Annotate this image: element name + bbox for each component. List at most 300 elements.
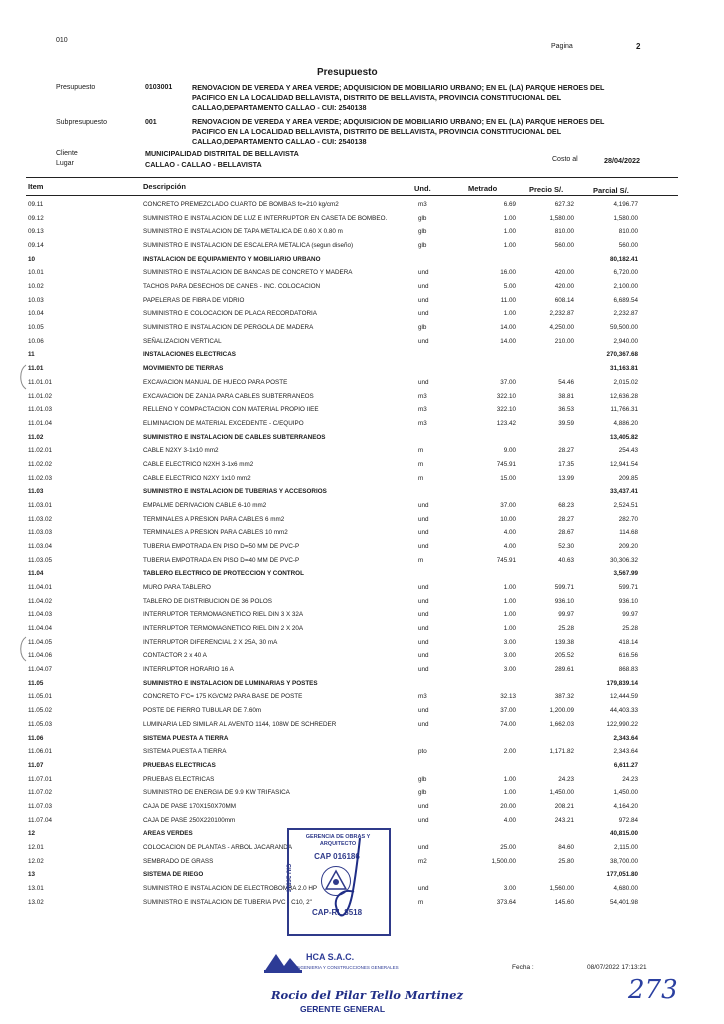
item-parcial: 4,164.20	[613, 802, 638, 810]
table-row	[0, 310, 724, 321]
table-row	[0, 693, 724, 704]
item-description: POSTE DE FIERRO TUBULAR DE 7.60m	[143, 707, 262, 715]
table-row	[0, 652, 724, 663]
item-metrado: 4.00	[503, 816, 516, 824]
item-precio: 13.99	[558, 474, 574, 482]
handwritten-initial-icon	[330, 836, 370, 932]
item-metrado: 3.00	[503, 652, 516, 660]
item-metrado: 745.91	[496, 460, 516, 468]
item-description: SUMINISTRO E INSTALACION DE TUBERIA PVC - C10, 2"	[143, 898, 312, 906]
item-unit: und	[418, 597, 429, 605]
stamp-line1: GERENCIA DE OBRAS Y ARQUITECTO	[305, 834, 371, 847]
item-code: 11.04.06	[28, 652, 53, 660]
item-unit: glb	[418, 242, 427, 250]
company-subtitle: INGENIERIA Y CONSTRUCCIONES GENERALES	[296, 965, 399, 970]
item-parcial: 616.56	[618, 652, 638, 660]
item-description: EXCAVACION DE ZANJA PARA CABLES SUBTERRANEOS	[143, 392, 314, 400]
item-precio: 25.80	[558, 857, 574, 865]
item-description: AREAS VERDES	[143, 830, 193, 838]
item-parcial: 4,886.20	[613, 419, 638, 427]
item-unit: und	[418, 269, 429, 277]
item-unit: und	[418, 802, 429, 810]
item-description: SUMINISTRO E INSTALACION DE TUBERIAS Y ACCESORIOS	[143, 488, 327, 496]
item-metrado: 322.10	[496, 392, 516, 400]
item-code: 11.04.07	[28, 666, 53, 674]
table-row	[0, 611, 724, 622]
item-code: 09.13	[28, 228, 44, 236]
item-unit: glb	[418, 324, 427, 332]
item-precio: 84.60	[558, 843, 574, 851]
item-metrado: 74.00	[500, 720, 516, 728]
item-metrado: 1.00	[503, 775, 516, 783]
item-unit: und	[418, 584, 429, 592]
item-unit: und	[418, 611, 429, 619]
item-code: 10.06	[28, 337, 44, 345]
item-metrado: 1.00	[503, 214, 516, 222]
item-precio: 38.81	[558, 392, 574, 400]
item-description: TACHOS PARA DESECHOS DE CANES - INC. COLOCACION	[143, 283, 321, 291]
table-row	[0, 379, 724, 390]
item-description: CONTACTOR 2 x 40 A	[143, 652, 207, 660]
item-code: 13	[28, 871, 36, 879]
item-code: 11.04.01	[28, 584, 53, 592]
table-row	[0, 516, 724, 527]
item-metrado: 14.00	[500, 337, 516, 345]
item-code: 10.01	[28, 269, 44, 277]
section-row	[0, 434, 724, 445]
item-parcial: 30,306.32	[609, 556, 638, 564]
item-unit: m3	[418, 693, 427, 701]
signatory-role: GERENTE GENERAL	[300, 1004, 386, 1014]
item-parcial: 6,611.27	[613, 761, 638, 769]
item-code: 12.01	[28, 843, 44, 851]
presupuesto-code: 0103001	[145, 84, 173, 91]
item-precio: 28.27	[558, 515, 574, 523]
presupuesto-label: Presupuesto	[56, 84, 96, 91]
table-row	[0, 666, 724, 677]
item-parcial: 2,015.02	[613, 378, 638, 386]
item-unit: und	[418, 337, 429, 345]
item-precio: 560.00	[554, 242, 574, 250]
table-row	[0, 324, 724, 335]
item-metrado: 1.00	[503, 625, 516, 633]
item-unit: und	[418, 501, 429, 509]
item-parcial: 11,766.31	[610, 406, 638, 414]
item-metrado: 11.00	[500, 296, 516, 304]
item-parcial: 44,403.33	[609, 707, 638, 715]
item-description: TABLERO DE DISTRIBUCION DE 36 POLOS	[143, 597, 272, 605]
item-parcial: 33,437.41	[609, 488, 638, 496]
item-metrado: 4.00	[503, 529, 516, 537]
item-parcial: 2,232.87	[613, 310, 638, 318]
subpresupuesto-label: Subpresupuesto	[56, 119, 107, 126]
item-description: CONCRETO PREMEZCLADO CUARTO DE BOMBAS fc=210 kg/cm2	[143, 201, 339, 208]
item-unit: und	[418, 720, 429, 728]
table-row	[0, 707, 724, 718]
item-code: 12	[28, 830, 36, 838]
item-precio: 39.59	[558, 419, 574, 427]
section-row	[0, 762, 724, 773]
item-precio: 145.60	[554, 898, 574, 906]
table-row	[0, 721, 724, 732]
table-row	[0, 557, 724, 568]
item-unit: und	[418, 666, 429, 674]
item-code: 11.01.03	[28, 406, 53, 414]
item-parcial: 936.10	[618, 597, 638, 605]
item-parcial: 2,343.64	[613, 734, 638, 742]
item-code: 11.07.03	[28, 802, 53, 810]
item-precio: 99.97	[558, 611, 574, 619]
item-parcial: 25.28	[622, 625, 638, 633]
item-parcial: 54,401.98	[609, 898, 638, 906]
item-code: 11.04.02	[28, 597, 53, 605]
table-row	[0, 598, 724, 609]
item-parcial: 31,163.81	[609, 365, 638, 373]
item-metrado: 9.00	[503, 447, 516, 455]
item-precio: 2,232.87	[549, 310, 574, 318]
item-description: SISTEMA PUESTA A TIERRA	[143, 748, 227, 756]
table-row	[0, 461, 724, 472]
item-code: 11.03	[28, 488, 44, 496]
table-row	[0, 406, 724, 417]
item-metrado: 16.00	[500, 269, 516, 277]
item-description: INTERRUPTOR DIFERENCIAL 2 X 25A, 30 mA	[143, 638, 278, 646]
item-code: 11.05.03	[28, 720, 53, 728]
item-precio: 205.52	[554, 652, 574, 660]
item-precio: 210.00	[554, 337, 574, 345]
item-unit: und	[418, 707, 429, 715]
item-description: INTERRUPTOR TERMOMAGNETICO RIEL DIN 2 X 20A	[143, 625, 304, 633]
item-code: 11.01.01	[28, 378, 53, 386]
item-parcial: 972.84	[618, 816, 638, 824]
item-code: 11.03.01	[28, 501, 53, 509]
subpresupuesto-description: RENOVACION DE VEREDA Y AREA VERDE; ADQUISICION DE MOBILIARIO URBANO; EN EL (LA) PARQUE HEROES DEL PACIFICO EN LA LOCALIDAD BELLAVISTA, DISTRITO DE BELLAVISTA, PROVINCIA CONSTITUCIONAL DEL CALLAO,DEPARTAMENTO CALLAO - CUI: 2540138	[192, 117, 605, 146]
item-unit: pto	[418, 748, 427, 756]
col-precio-header: Precio S/.	[529, 185, 564, 194]
item-code: 11.07.01	[28, 775, 53, 783]
col-descripcion-header: Descripción	[143, 182, 186, 191]
page-number: 2	[636, 42, 641, 51]
item-code: 11.01	[28, 365, 44, 373]
item-precio: 52.30	[558, 543, 574, 550]
item-metrado: 1,500.00	[491, 857, 516, 865]
item-parcial: 599.71	[618, 584, 638, 592]
item-code: 11.04.03	[28, 611, 53, 619]
item-parcial: 13,405.82	[609, 433, 638, 441]
item-description: SUMINISTRO DE ENERGIA DE 9.9 KW TRIFASICA	[143, 789, 290, 797]
item-precio: 54.46	[558, 378, 574, 386]
company-logo-icon	[262, 950, 304, 974]
table-row	[0, 789, 724, 800]
item-parcial: 177,051.80	[606, 871, 638, 879]
presupuesto-description: RENOVACION DE VEREDA Y AREA VERDE; ADQUISICION DE MOBILIARIO URBANO; EN EL (LA) PARQUE HEROES DEL PACIFICO EN LA LOCALIDAD BELLAVISTA, DISTRITO DE BELLAVISTA, PROVINCIA CONSTITUCIONAL DEL CALLAO,DEPARTAMENTO CALLAO - CUI: 2540138	[192, 83, 605, 112]
item-metrado: 3.00	[503, 638, 516, 646]
stamp-line2: CAP 016186	[314, 852, 360, 861]
table-row	[0, 748, 724, 759]
item-precio: 208.21	[554, 802, 574, 810]
item-parcial: 209.85	[618, 474, 638, 482]
item-parcial: 1,450.00	[613, 789, 638, 797]
section-row	[0, 488, 724, 499]
section-row	[0, 570, 724, 581]
col-item-header: Item	[28, 182, 44, 191]
item-precio: 1,560.00	[549, 885, 574, 892]
item-description: SUMINISTRO E COLOCACION DE PLACA RECORDATORIA	[143, 310, 318, 318]
item-precio: 28.27	[558, 447, 574, 455]
cliente-label: Cliente	[56, 150, 78, 157]
item-parcial: 4,680.00	[613, 885, 638, 892]
item-parcial: 40,815.00	[609, 830, 638, 838]
costo-date: 28/04/2022	[604, 156, 640, 165]
item-code: 10.05	[28, 324, 44, 332]
item-description: INTERRUPTOR TERMOMAGNETICO RIEL DIN 3 X 32A	[143, 611, 304, 619]
item-unit: und	[418, 638, 429, 646]
item-unit: m	[418, 460, 424, 468]
item-unit: und	[418, 816, 429, 824]
item-description: PRUEBAS ELECTRICAS	[143, 761, 216, 769]
table-row	[0, 543, 724, 554]
table-row	[0, 420, 724, 431]
item-code: 13.02	[28, 898, 44, 906]
item-description: SUMINISTRO E INSTALACION DE CABLES SUBTERRANEOS	[143, 433, 326, 441]
item-precio: 420.00	[554, 269, 574, 277]
item-code: 13.01	[28, 885, 44, 892]
col-parcial-header: Parcial S/.	[593, 186, 629, 195]
item-parcial: 270,367.68	[606, 351, 638, 359]
item-description: RELLENO Y COMPACTACION CON MATERIAL PROPIO IIEE	[143, 406, 319, 414]
item-precio: 139.38	[554, 638, 574, 646]
item-unit: und	[418, 283, 429, 291]
item-description: MURO PARA TABLERO	[143, 584, 211, 592]
item-metrado: 1.00	[503, 310, 516, 318]
item-parcial: 114.68	[619, 529, 638, 537]
company-name: HCA S.A.C.	[306, 952, 355, 962]
item-metrado: 32.13	[500, 693, 516, 701]
item-metrado: 2.00	[503, 748, 516, 756]
item-parcial: 2,940.00	[613, 337, 638, 345]
item-unit: m	[418, 474, 424, 482]
section-row	[0, 680, 724, 691]
item-description: MOVIMIENTO DE TIERRAS	[143, 365, 224, 373]
item-description: INSTALACION DE EQUIPAMIENTO Y MOBILIARIO URBANO	[143, 255, 321, 263]
fecha-label: Fecha :	[512, 964, 534, 971]
table-row	[0, 297, 724, 308]
table-row	[0, 803, 724, 814]
item-code: 11.02	[28, 433, 44, 441]
item-precio: 28.67	[558, 529, 574, 537]
item-code: 10.04	[28, 310, 44, 318]
item-precio: 1,171.82	[549, 748, 574, 756]
item-metrado: 4.00	[503, 543, 516, 550]
item-parcial: 6,720.00	[613, 269, 638, 277]
item-description: INTERRUPTOR HORARIO 16 A	[143, 666, 234, 674]
item-code: 11.06	[28, 734, 44, 742]
item-code: 10.03	[28, 296, 44, 304]
item-parcial: 560.00	[618, 242, 638, 250]
item-description: LUMINARIA LED SIMILAR AL AVENTO 1144, 108W DE SCHREDER	[143, 720, 337, 728]
item-code: 11.06.01	[28, 748, 53, 756]
section-row	[0, 365, 724, 376]
page-title: Presupuesto	[317, 67, 378, 78]
item-description: CONCRETO F'C= 175 KG/CM2 PARA BASE DE POSTE	[143, 693, 303, 701]
item-parcial: 2,524.51	[613, 501, 638, 509]
item-metrado: 20.00	[500, 802, 516, 810]
item-precio: 1,450.00	[549, 789, 574, 797]
table-row	[0, 776, 724, 787]
lugar-label: Lugar	[56, 160, 74, 167]
item-unit: und	[418, 885, 429, 892]
item-parcial: 868.83	[618, 666, 638, 674]
item-unit: m3	[418, 419, 427, 427]
item-description: EXCAVACION MANUAL DE HUECO PARA POSTE	[143, 378, 288, 386]
item-description: TERMINALES A PRESION PARA CABLES 10 mm2	[143, 529, 288, 537]
item-description: EMPALME DERIVACION CABLE 6-10 mm2	[143, 501, 267, 509]
subpresupuesto-code: 001	[145, 119, 157, 126]
item-precio: 420.00	[554, 283, 574, 291]
item-code: 11.04	[28, 570, 44, 578]
item-metrado: 373.64	[496, 898, 516, 906]
item-description: SEMBRADO DE GRASS	[143, 857, 214, 865]
item-description: SUMINISTRO E INSTALACION DE LUZ E INTERRUPTOR EN CASETA DE BOMBEO.	[143, 214, 388, 222]
item-parcial: 24.23	[622, 775, 638, 783]
item-precio: 599.71	[554, 584, 574, 592]
item-description: SUMINISTRO E INSTALACION DE ELECTROBOMBA 2.0 HP	[143, 885, 318, 892]
item-parcial: 122,990.22	[606, 720, 638, 728]
item-description: TUBERIA EMPOTRADA EN PISO D=50 MM DE PVC-P	[143, 543, 300, 550]
item-parcial: 2,115.00	[613, 843, 638, 851]
item-precio: 24.23	[558, 775, 574, 783]
item-parcial: 12,941.54	[609, 460, 638, 468]
item-metrado: 322.10	[496, 406, 516, 414]
item-code: 12.02	[28, 857, 44, 865]
item-parcial: 3,567.99	[613, 570, 638, 578]
item-parcial: 209.20	[618, 543, 638, 550]
table-row	[0, 475, 724, 486]
item-parcial: 12,636.28	[609, 392, 638, 400]
item-precio: 810.00	[554, 228, 574, 236]
item-precio: 40.63	[558, 556, 574, 564]
item-precio: 1,662.03	[549, 720, 574, 728]
handwritten-page-number: 273	[628, 975, 678, 1005]
item-metrado: 37.00	[500, 501, 516, 509]
item-description: ELIMINACION DE MATERIAL EXCEDENTE - C/EQUIPO	[143, 419, 304, 427]
item-description: TABLERO ELECTRICO DE PROTECCION Y CONTROL	[143, 570, 304, 578]
table-row	[0, 817, 724, 828]
item-description: SISTEMA DE RIEGO	[143, 871, 204, 879]
section-row	[0, 735, 724, 746]
table-row	[0, 529, 724, 540]
item-code: 11	[28, 351, 35, 359]
col-und-header: Und.	[414, 184, 431, 193]
item-precio: 25.28	[558, 625, 574, 633]
page-label: Pagina	[551, 43, 573, 50]
item-code: 11.05.01	[28, 693, 53, 701]
item-description: COLOCACION DE PLANTAS - ARBOL JACARANDA	[143, 843, 293, 851]
item-unit: und	[418, 310, 429, 318]
item-code: 11.02.03	[28, 474, 53, 482]
item-code: 10.02	[28, 283, 44, 291]
cliente-value: MUNICIPALIDAD DISTRITAL DE BELLAVISTA	[145, 149, 299, 158]
item-precio: 1,580.00	[549, 214, 574, 222]
item-code: 11.03.03	[28, 529, 53, 537]
item-unit: und	[418, 515, 429, 523]
item-unit: und	[418, 843, 429, 851]
item-precio: 243.21	[554, 816, 574, 824]
item-parcial: 282.70	[618, 515, 638, 523]
section-row	[0, 256, 724, 267]
item-code: 11.07.04	[28, 816, 53, 824]
item-code: 11.07	[28, 761, 44, 769]
item-unit: und	[418, 652, 429, 660]
item-unit: und	[418, 529, 429, 537]
col-metrado-header: Metrado	[468, 184, 498, 193]
item-precio: 4,250.00	[549, 324, 574, 332]
item-precio: 1,200.09	[549, 707, 574, 715]
item-metrado: 3.00	[503, 885, 516, 892]
item-code: 09.11	[28, 201, 44, 208]
item-code: 11.02.01	[28, 447, 53, 455]
document-code: 010	[56, 37, 68, 44]
item-parcial: 99.97	[622, 611, 638, 619]
item-unit: glb	[418, 214, 427, 222]
table-row	[0, 215, 724, 226]
item-parcial: 6,689.54	[613, 296, 638, 304]
item-precio: 68.23	[558, 501, 574, 509]
table-row	[0, 201, 724, 212]
item-code: 11.04.04	[28, 625, 53, 633]
item-description: CAJA DE PASE 250X220100mm	[143, 816, 236, 824]
item-unit: glb	[418, 775, 427, 783]
item-description: TUBERIA EMPOTRADA EN PISO D=40 MM DE PVC-P	[143, 556, 300, 564]
punch-mark-icon	[17, 364, 27, 390]
item-parcial: 1,580.00	[613, 214, 638, 222]
stamp-line3: CAP-RL 8518	[311, 908, 363, 917]
item-metrado: 15.00	[500, 474, 516, 482]
item-code: 11.07.02	[28, 789, 53, 797]
item-unit: m	[418, 556, 424, 564]
item-description: CABLE ELECTRICO N2XH 3-1x6 mm2	[143, 460, 254, 468]
item-code: 11.03.05	[28, 556, 53, 564]
item-metrado: 1.00	[503, 242, 516, 250]
item-description: INSTALACIONES ELECTRICAS	[143, 351, 236, 359]
item-parcial: 12,444.59	[609, 693, 638, 701]
item-code: 09.12	[28, 214, 44, 222]
item-metrado: 14.00	[500, 324, 516, 332]
table-row	[0, 242, 724, 253]
item-unit: m3	[418, 392, 427, 400]
item-code: 11.05.02	[28, 707, 53, 715]
fecha-value: 08/07/2022 17:13:21	[587, 964, 647, 971]
item-precio: 936.10	[554, 597, 574, 605]
item-description: SUMINISTRO E INSTALACION DE LUMINARIAS Y POSTES	[143, 679, 318, 687]
punch-mark-icon	[17, 636, 27, 662]
item-unit: und	[418, 296, 429, 304]
item-code: 11.05	[28, 679, 44, 687]
item-description: PAPELERAS DE FIBRA DE VIDRIO	[143, 296, 245, 304]
item-unit: glb	[418, 789, 427, 797]
item-code: 10	[28, 255, 36, 263]
item-parcial: 2,343.64	[613, 748, 638, 756]
item-unit: m3	[418, 201, 427, 208]
item-unit: m2	[418, 857, 427, 865]
item-code: 11.01.04	[28, 419, 53, 427]
item-description: PRUEBAS ELECTRICAS	[143, 775, 215, 783]
item-code: 11.03.04	[28, 543, 53, 550]
item-parcial: 2,100.00	[613, 283, 638, 291]
section-row	[0, 351, 724, 362]
item-description: SUMINISTRO E INSTALACION DE TAPA METALICA DE 0.60 X 0.80 m	[143, 228, 343, 236]
item-metrado: 10.00	[500, 515, 516, 523]
